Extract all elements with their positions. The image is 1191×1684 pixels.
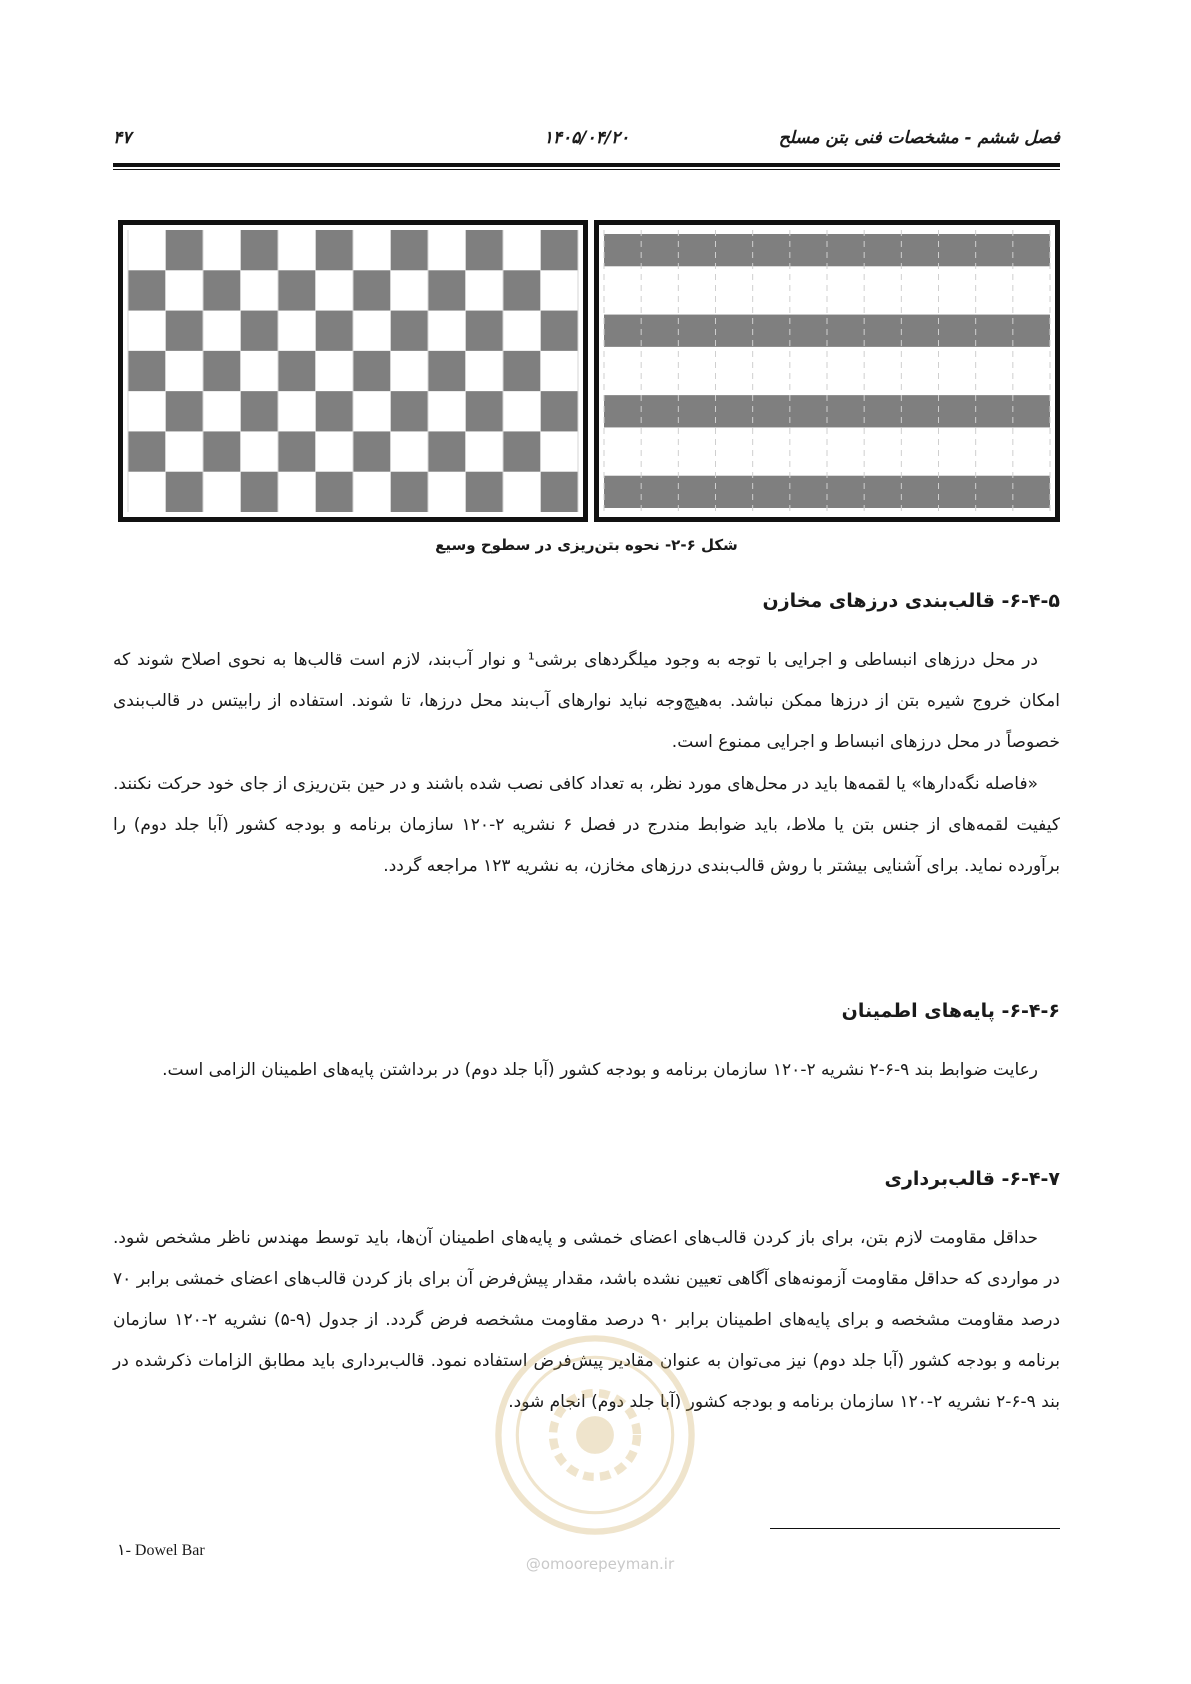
checker-cell xyxy=(466,472,504,512)
checkerboard-diagram xyxy=(123,225,583,517)
checker-cell xyxy=(316,391,354,431)
checker-cell xyxy=(166,472,204,512)
section-heading-formwork-joints: ۶-۴-۵- قالب‌بندی درزهای مخازن xyxy=(762,590,1060,612)
stripes-panel xyxy=(594,220,1060,522)
checker-cell xyxy=(353,270,391,310)
stripe-band xyxy=(604,234,1050,266)
checker-cell xyxy=(128,351,166,391)
checker-cell xyxy=(391,311,429,351)
checker-cell xyxy=(391,230,429,270)
checker-cell xyxy=(428,270,466,310)
checker-cell xyxy=(278,270,316,310)
checker-cell xyxy=(316,472,354,512)
checker-cell xyxy=(541,311,579,351)
checker-cell xyxy=(541,391,579,431)
page-number: ۴۷ xyxy=(113,128,132,148)
checker-cell xyxy=(316,311,354,351)
checker-cell xyxy=(166,311,204,351)
checker-cell xyxy=(503,351,541,391)
checker-cell xyxy=(353,351,391,391)
header-date: ۱۴۰۵/۰۴/۲۰ xyxy=(543,128,630,148)
stripes-diagram xyxy=(599,225,1055,517)
checker-cell xyxy=(503,431,541,471)
checker-cell xyxy=(503,270,541,310)
checker-cell xyxy=(203,351,241,391)
checkerboard-panel xyxy=(118,220,588,522)
checker-cell xyxy=(278,431,316,471)
footnote-rule xyxy=(770,1528,1060,1529)
watermark-seal-icon xyxy=(490,1330,700,1540)
page-header xyxy=(113,128,1060,158)
section-heading-stripping: ۶-۴-۷- قالب‌برداری xyxy=(884,1168,1060,1190)
checker-cell xyxy=(166,230,204,270)
section-heading-shores: ۶-۴-۶- پایه‌های اطمینان xyxy=(841,1000,1060,1022)
checker-cell xyxy=(428,431,466,471)
checker-cell xyxy=(166,391,204,431)
checker-cell xyxy=(391,391,429,431)
checker-cell xyxy=(241,391,279,431)
checker-cell xyxy=(541,472,579,512)
checker-cell xyxy=(203,431,241,471)
paragraph-joints-2: «فاصله نگه‌دارها» یا لقمه‌ها باید در محل‌های مورد نظر، به تعداد کافی نصب شده باشند و در حین بتن‌ریزی از جای خود حرکت نکنند. کیفیت لقمه‌های از جنس بتن یا ملاط، باید ضوابط مندرج در فصل ۶ نشریه ۲-۱۲۰ سازمان برنامه و بودجه کشور (آبا جلد دوم) را برآورده نماید. برای آشنایی بیشتر با روش قالب‌بندی درزهای مخازن، به نشریه ۱۲۳ مراجعه گردد. xyxy=(113,774,1060,876)
header-rule-thin xyxy=(113,169,1060,170)
figure-caption: شکل ۶-۲- نحوه بتن‌ریزی در سطوح وسیع xyxy=(435,536,738,554)
checker-cell xyxy=(466,391,504,431)
chapter-title: فصل ششم - مشخصات فنی بتن مسلح xyxy=(778,128,1060,148)
checker-cell xyxy=(353,431,391,471)
checker-cell xyxy=(241,472,279,512)
paragraph-shores: رعایت ضوابط بند ۹-۶-۲ نشریه ۲-۱۲۰ سازمان برنامه و بودجه کشور (آبا جلد دوم) در برداشتن پایه‌های اطمینان الزامی است. xyxy=(162,1060,1038,1080)
checker-cell xyxy=(428,351,466,391)
paragraph-stripping: حداقل مقاومت لازم بتن، برای باز کردن قالب‌های اعضای خمشی و پایه‌های اطمینان آن‌ها، باید توسط مهندس ناظر مشخص شود. در مواردی که حداقل مقاومت آزمونه‌های آگاهی تعیین نشده باشد، مقدار پیش‌فرض آن برای باز کردن قالب‌های اعضای خمشی برابر ۷۰ درصد مقاومت مشخصه و برای پایه‌های اطمینان برابر ۹۰ درصد مقاومت مشخصه فرض گردد. از جدول (۹-۵) نشریه ۲-۱۲۰ سازمان برنامه و بودجه کشور (آبا جلد دوم) نیز می‌توان به عنوان مقادیر پیش‌فرض استفاده نمود. قالب‌برداری باید مطابق الزامات ذکرشده در بند ۹-۶-۲ نشریه ۲-۱۲۰ سازمان برنامه و بودجه کشور (آبا جلد دوم) انجام شود. xyxy=(113,1228,1061,1412)
figure-concrete-pouring xyxy=(118,220,1060,522)
footnote: ۱- Dowel Bar xyxy=(117,1542,205,1559)
checker-cell xyxy=(316,230,354,270)
watermark-text: @omoorepeyman.ir xyxy=(525,1555,675,1573)
checker-cell xyxy=(203,270,241,310)
checker-cell xyxy=(128,270,166,310)
checker-cell xyxy=(241,230,279,270)
checker-cell xyxy=(391,472,429,512)
checker-cell xyxy=(278,351,316,391)
checker-cell xyxy=(128,431,166,471)
checker-cell xyxy=(541,230,579,270)
checker-cell xyxy=(241,311,279,351)
checker-cell xyxy=(466,311,504,351)
checker-cell xyxy=(466,230,504,270)
paragraph-joints-1: در محل درزهای انبساطی و اجرایی با توجه به وجود میلگردهای برشی¹ و نوار آب‌بند، لازم است قالب‌ها به نحوی اصلاح شوند که امکان خروج شیره بتن از درزها ممکن نباشد. به‌هیچ‌وجه نباید نوارهای آب‌بند محل درزها، تا شوند. استفاده از رابیتس در قالب‌بندی خصوصاً در محل درزهای انبساط و اجرایی ممنوع است. xyxy=(113,650,1060,752)
stripe-band xyxy=(604,476,1050,508)
header-rule-thick xyxy=(113,163,1060,167)
